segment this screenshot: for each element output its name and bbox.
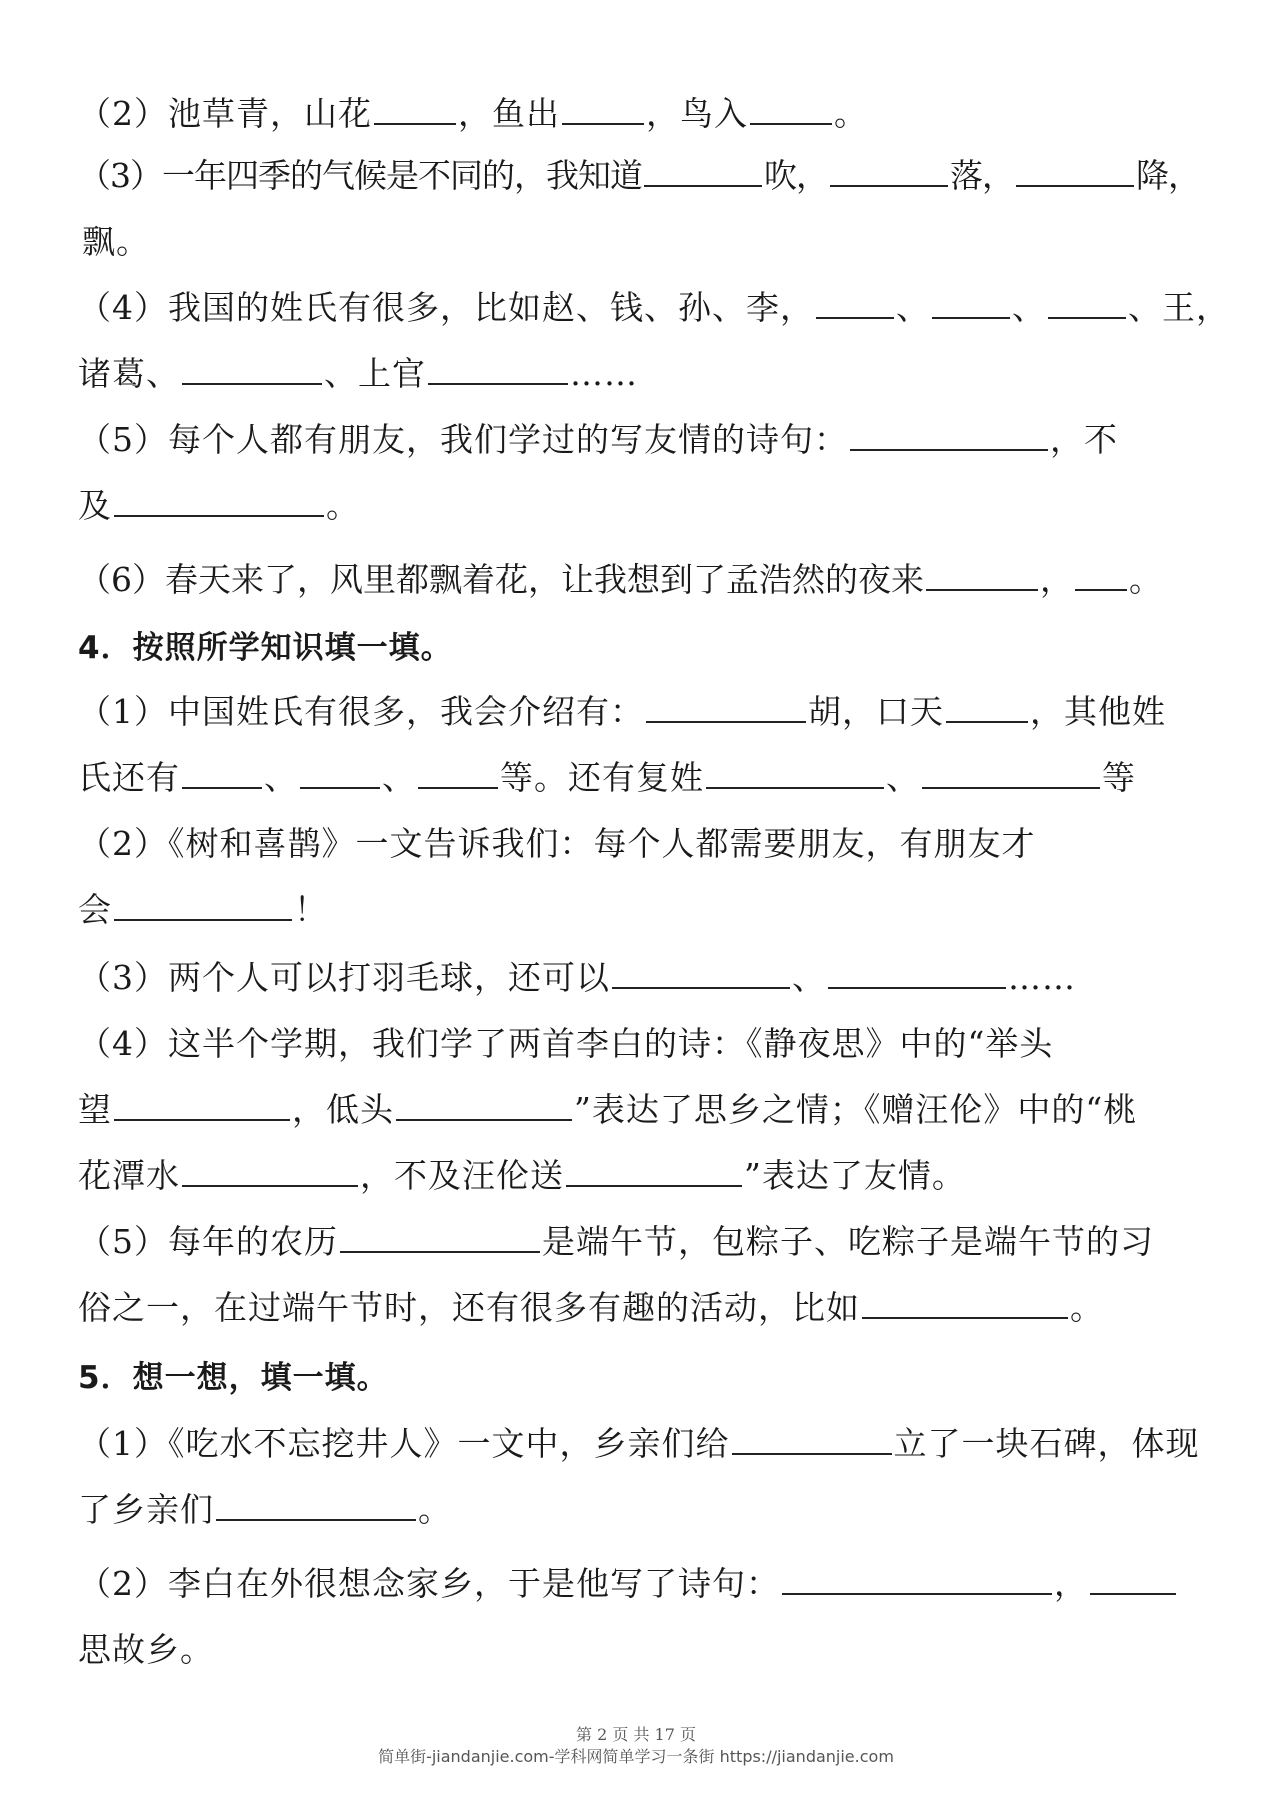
answer-blank[interactable] [932, 287, 1010, 319]
text: （5）每年的农历 [78, 1222, 338, 1261]
text: 、 [896, 288, 930, 327]
text: 、上官 [324, 354, 426, 393]
text: 、王， [1128, 288, 1230, 327]
answer-blank[interactable] [1075, 559, 1127, 591]
q4-5-cont [78, 1286, 1212, 1330]
answer-blank[interactable] [216, 1489, 416, 1521]
answer-blank[interactable] [1090, 1563, 1176, 1595]
q4-4-cont2 [78, 1154, 1212, 1198]
text: 飘。 [82, 222, 150, 261]
q3-3-line [78, 154, 1212, 198]
text: （2）李白在外很想念家乡，于是他写了诗句： [78, 1564, 780, 1603]
section-4-heading [78, 626, 1212, 670]
text: 诸葛、 [78, 354, 180, 393]
answer-blank[interactable] [926, 559, 1038, 591]
text: ， [1054, 1564, 1088, 1603]
answer-blank[interactable] [182, 1155, 358, 1187]
answer-blank[interactable] [1016, 155, 1134, 187]
text: 、 [1012, 288, 1046, 327]
q4-3-line [78, 956, 1212, 1000]
answer-blank[interactable] [732, 1423, 892, 1455]
answer-blank[interactable] [612, 957, 790, 989]
text: 落， [950, 156, 1014, 195]
text: 、 [382, 758, 416, 797]
text: （4）这半个学期，我们学了两首李白的诗：《静夜思》中的“举头 [78, 1024, 1054, 1063]
answer-blank[interactable] [946, 691, 1028, 723]
text: （3）一年四季的气候是不同的，我知道 [78, 156, 642, 195]
text: 会 [78, 890, 112, 929]
heading-text: 5．想一想，填一填。 [78, 1360, 389, 1396]
q4-4-line [78, 1022, 1212, 1066]
answer-blank[interactable] [428, 353, 568, 385]
answer-blank[interactable] [114, 889, 292, 921]
text: （1）中国姓氏有很多，我会介绍有： [78, 692, 644, 731]
heading-text: 4．按照所学知识填一填。 [78, 630, 453, 666]
answer-blank[interactable] [374, 93, 456, 125]
text: 降， [1136, 156, 1200, 195]
answer-blank[interactable] [182, 757, 262, 789]
text: （2）池草青，山花 [78, 94, 372, 133]
q4-2-line [78, 822, 1212, 866]
q5-2-line [78, 1562, 1212, 1606]
q3-4-line [78, 286, 1230, 330]
text: 等。还有复姓 [500, 758, 704, 797]
answer-blank[interactable] [396, 1089, 572, 1121]
text: 、 [264, 758, 298, 797]
text: …… [1008, 958, 1076, 997]
text: （5）每个人都有朋友，我们学过的写友情的诗句： [78, 420, 848, 459]
text: 是端午节，包粽子、吃粽子是端午节的习 [542, 1222, 1154, 1261]
text: ，低头 [292, 1090, 394, 1129]
answer-blank[interactable] [644, 155, 762, 187]
site-watermark: 简单街-jiandanjie.com-学科网简单学习一条街 https://jiandanjie.com [378, 1747, 894, 1766]
text: ，鸟入 [646, 94, 748, 133]
text: ！ [294, 890, 328, 929]
text: （1）《吃水不忘挖井人》一文中，乡亲们给 [78, 1424, 730, 1463]
q3-5-cont [78, 484, 1212, 528]
text: （3）两个人可以打羽毛球，还可以 [78, 958, 610, 997]
text: 望 [78, 1090, 112, 1129]
q3-4-cont [78, 352, 1212, 396]
answer-blank[interactable] [922, 757, 1100, 789]
q4-4-cont1 [78, 1088, 1212, 1132]
q3-6-line [78, 558, 1212, 602]
answer-blank[interactable] [300, 757, 380, 789]
answer-blank[interactable] [1048, 287, 1126, 319]
text: 了乡亲们 [78, 1490, 214, 1529]
text: 俗之一，在过端午节时，还有很多有趣的活动，比如 [78, 1288, 860, 1327]
answer-blank[interactable] [862, 1287, 1068, 1319]
answer-blank[interactable] [566, 1155, 742, 1187]
text: 氏还有 [78, 758, 180, 797]
text: ”表达了友情。 [744, 1156, 966, 1195]
q4-2-cont [78, 888, 1212, 932]
text: 立了一块石碑，体现 [893, 1424, 1200, 1463]
text: ， [1040, 560, 1073, 599]
text: 。 [1129, 560, 1162, 599]
text: 。 [1070, 1288, 1104, 1327]
answer-blank[interactable] [750, 93, 832, 125]
q4-5-line [78, 1220, 1212, 1264]
text: ，鱼出 [458, 94, 560, 133]
answer-blank[interactable] [816, 287, 894, 319]
text: ，不 [1050, 420, 1118, 459]
q3-3-cont [78, 220, 1212, 264]
text: 花潭水 [78, 1156, 180, 1195]
section-5-heading [78, 1356, 1212, 1400]
answer-blank[interactable] [646, 691, 806, 723]
answer-blank[interactable] [830, 155, 948, 187]
text: ”表达了思乡之情；《赠汪伦》中的“桃 [574, 1090, 1138, 1129]
text: …… [570, 354, 638, 393]
answer-blank[interactable] [562, 93, 644, 125]
answer-blank[interactable] [418, 757, 498, 789]
text: 胡，口天 [808, 692, 944, 731]
text: ，不及汪伦送 [360, 1156, 564, 1195]
text: 等 [1102, 758, 1136, 797]
page-number: 第 2 页 共 17 页 [576, 1725, 696, 1744]
q3-2-line [78, 92, 1212, 136]
text: 及 [78, 486, 112, 525]
q5-1-line [78, 1422, 1212, 1466]
text: 思故乡。 [78, 1630, 214, 1669]
text: ，其他姓 [1030, 692, 1166, 731]
q4-1-line [78, 690, 1212, 734]
text: 。 [418, 1490, 452, 1529]
q3-5-line [78, 418, 1212, 462]
text: 。 [834, 94, 868, 133]
text: 、 [792, 958, 826, 997]
answer-blank[interactable] [182, 353, 322, 385]
text: 、 [886, 758, 920, 797]
answer-blank[interactable] [782, 1563, 1052, 1595]
answer-blank[interactable] [850, 419, 1048, 451]
q5-1-cont [78, 1488, 1212, 1532]
q4-1-cont [78, 756, 1212, 800]
text: （2）《树和喜鹊》一文告诉我们：每个人都需要朋友，有朋友才 [78, 824, 1036, 863]
answer-blank[interactable] [706, 757, 884, 789]
text: （6）春天来了，风里都飘着花，让我想到了孟浩然的夜来 [78, 560, 924, 599]
answer-blank[interactable] [114, 485, 324, 517]
text: （4）我国的姓氏有很多，比如赵、钱、孙、李， [78, 288, 814, 327]
text: 吹， [764, 156, 828, 195]
answer-blank[interactable] [828, 957, 1006, 989]
answer-blank[interactable] [340, 1221, 540, 1253]
q5-2-cont [78, 1628, 1212, 1672]
text: 。 [326, 486, 360, 525]
answer-blank[interactable] [114, 1089, 290, 1121]
